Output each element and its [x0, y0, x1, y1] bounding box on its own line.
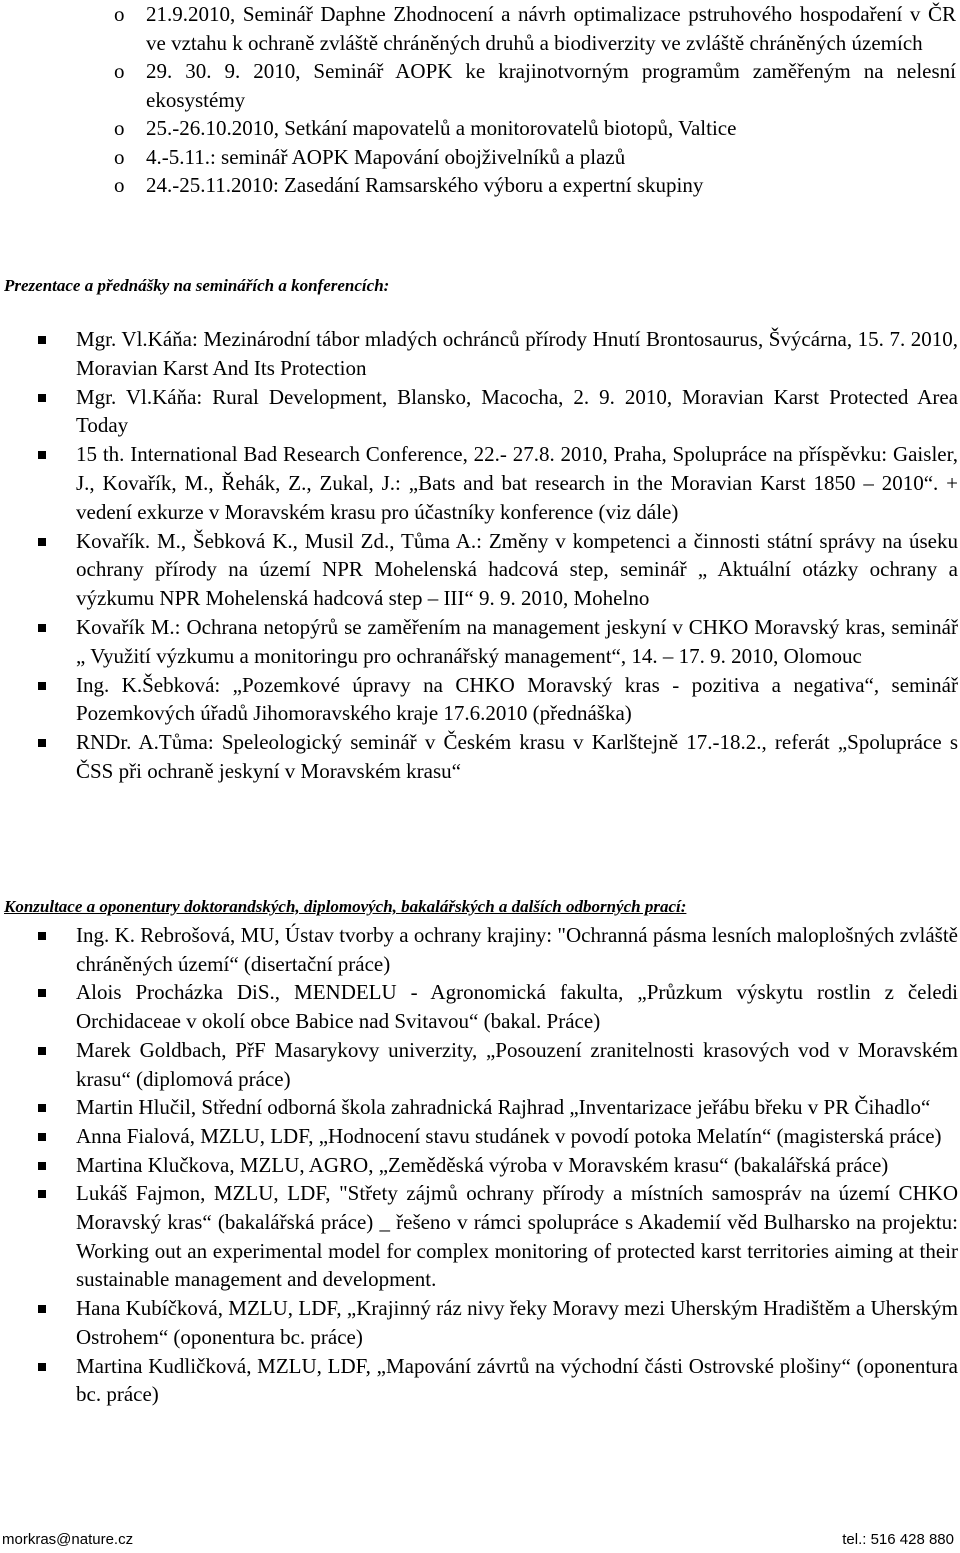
list-item [0, 1179, 960, 1294]
consultations-list [0, 921, 960, 1409]
list-item [0, 613, 960, 671]
list-item-text: 25.-26.10.2010, Setkání mapovatelů a monitorovatelů biotopů, Valtice [146, 116, 737, 140]
list-item [0, 1036, 960, 1093]
list-item [0, 440, 960, 526]
list-item-text: 24.-25.11.2010: Zasedání Ramsarského výboru a expertní skupiny [146, 173, 704, 197]
list-item [0, 1352, 960, 1409]
list-item-text: 15 th. International Bad Research Conference, 22.- 27.8. 2010, Praha, Spolupráce na příspěvku: Gaisler, J., Kovařík, M., Řehák, Z., Zukal, J.: „Bats and bat research in the Moravian Karst 1850 – 2010“. + vedení exkurze v Moravském krasu pro účastníky konference (viz dále) [76, 442, 958, 524]
square-bullet-icon [38, 682, 46, 690]
square-bullet-icon [38, 1363, 46, 1371]
events-list [0, 0, 960, 200]
list-item [0, 728, 960, 786]
list-marker: o [114, 2, 125, 26]
square-bullet-icon [38, 451, 46, 459]
footer-phone: tel.: 516 428 880 [842, 1531, 954, 1548]
list-item [0, 114, 960, 143]
square-bullet-icon [38, 932, 46, 940]
list-marker: o [114, 116, 125, 140]
list-item [0, 57, 960, 114]
list-item-text: Kovařík M.: Ochrana netopýrů se zaměřením na management jeskyní v CHKO Moravský kras, seminář „ Využití výzkumu a monitoringu pro ochranářský management“, 14. – 17. 9. 2010, Olomouc [76, 614, 958, 668]
square-bullet-icon [38, 1047, 46, 1055]
presentations-list [0, 325, 960, 786]
list-marker: o [114, 59, 125, 83]
list-item-text: Mgr. Vl.Káňa: Mezinárodní tábor mladých ochránců přírody Hnutí Brontosaurus, Švýcárna, 15. 7. 2010, Moravian Karst And Its Protection [76, 327, 958, 380]
square-bullet-icon [38, 1133, 46, 1141]
square-bullet-icon [38, 739, 46, 747]
footer-email: morkras@nature.cz [2, 1531, 134, 1548]
square-bullet-icon [38, 1190, 46, 1198]
square-bullet-icon [38, 624, 46, 632]
list-item [0, 171, 960, 200]
list-item-text: Martina Kudličková, MZLU, LDF, „Mapování závrtů na východní části Ostrovské plošiny“ (oponentura bc. práce) [76, 1353, 958, 1407]
square-bullet-icon [38, 1305, 46, 1313]
list-item [0, 671, 960, 729]
list-item-text: Mgr. Vl.Káňa: Rural Development, Blansko, Macocha, 2. 9. 2010, Moravian Karst Protected Area Today [76, 384, 958, 438]
square-bullet-icon [38, 1104, 46, 1112]
list-item-text: Marek Goldbach, PřF Masarykovy univerzity, „Posouzení zranitelnosti krasových vod v Moravském krasu“ (diplomová práce) [76, 1037, 958, 1091]
list-item-text: Ing. K. Rebrošová, MU, Ústav tvorby a ochrany krajiny: "Ochranná pásma lesních maloplošných zvláště chráněných území“ (disertační práce) [76, 923, 958, 976]
square-bullet-icon [38, 336, 46, 344]
list-item [0, 527, 960, 613]
list-marker: o [114, 144, 125, 169]
square-bullet-icon [38, 538, 46, 546]
square-bullet-icon [38, 394, 46, 402]
list-item-text: Martin Hlučil, Střední odborná škola zahradnická Rajhrad „Inventarizace jeřábu břeku v PR Čihadlo“ [76, 1095, 931, 1120]
list-item-text: Hana Kubíčková, MZLU, LDF, „Krajinný ráz nivy řeky Moravy mezi Uherským Hradištěm a Uherským Ostrohem“ (oponentura bc. práce) [76, 1296, 958, 1349]
square-bullet-icon [38, 1162, 46, 1170]
page-footer [0, 1531, 960, 1551]
list-item-text: 21.9.2010, Seminář Daphne Zhodnocení a návrh optimalizace pstruhového hospodaření v ČR ve vztahu k ochraně zvláště chráněných druhů a biodiverzity ve zvláště chráněných územích [146, 2, 956, 55]
list-item [0, 1093, 960, 1122]
list-item [0, 0, 960, 57]
list-item [0, 325, 960, 383]
list-item-text: RNDr. A.Tůma: Speleologický seminář v Českém krasu v Karlštejně 17.-18.2., referát „Spolupráce s ČSS při ochraně jeskyní v Moravském krasu“ [76, 730, 958, 783]
list-item [0, 1151, 960, 1180]
list-item-text: Ing. K.Šebková: „Pozemkové úpravy na CHKO Moravský kras - pozitiva a negativa“, seminář Pozemkových úřadů Jihomoravského kraje 17.6.2010 (přednáška) [76, 672, 958, 726]
list-item [0, 1294, 960, 1351]
list-item [0, 143, 960, 172]
list-item-text: 29. 30. 9. 2010, Seminář AOPK ke krajinotvorným programům zaměřeným na nelesní ekosystémy [146, 59, 956, 112]
list-marker: o [114, 173, 125, 197]
list-item [0, 383, 960, 441]
consultations-heading [4, 897, 686, 917]
list-item-text: Anna Fialová, MZLU, LDF, „Hodnocení stavu studánek v povodí potoka Melatín“ (magisterská práce) [76, 1123, 942, 1148]
list-item-text: Lukáš Fajmon, MZLU, LDF, "Střety zájmů ochrany přírody a místních samospráv na území CHKO Moravský kras“ (bakalářská práce) _ řešeno v rámci spolupráce s Akademií věd Bulharsko na projektu: Working out an experimental model for complex monitoring of protected karst territories aiming at their sustainable management and development. [76, 1181, 958, 1292]
list-item-text: Alois Procházka DiS., MENDELU - Agronomická fakulta, „Průzkum výskytu rostlin z čeledi Orchidaceae v okolí obce Babice nad Svitavou“ (bakal. Práce) [76, 980, 958, 1034]
square-bullet-icon [38, 989, 46, 997]
list-item [0, 978, 960, 1035]
list-item [0, 1122, 960, 1151]
list-item-text: Martina Klučkova, MZLU, AGRO, „Zeměděská výroba v Moravském krasu“ (bakalářská práce) [76, 1152, 889, 1177]
consultations-heading-text: Konzultace a oponentury doktorandských, diplomových, bakalářských a dalších odborných prací: [4, 897, 687, 916]
list-item-text: 4.-5.11.: seminář AOPK Mapování obojživelníků a plazů [146, 144, 626, 169]
list-item [0, 921, 960, 978]
list-item-text: Kovařík. M., Šebková K., Musil Zd., Tůma A.: Změny v kompetenci a činnosti státní správy na úseku ochrany přírody na území NPR Mohelenská hadcová step, seminář „ Aktuální otázky ochrany a výzkumu NPR Mohelenská hadcová step – III“ 9. 9. 2010, Mohelno [76, 528, 958, 611]
presentations-heading: Prezentace a přednášky na seminářích a konferencích: [4, 276, 390, 295]
